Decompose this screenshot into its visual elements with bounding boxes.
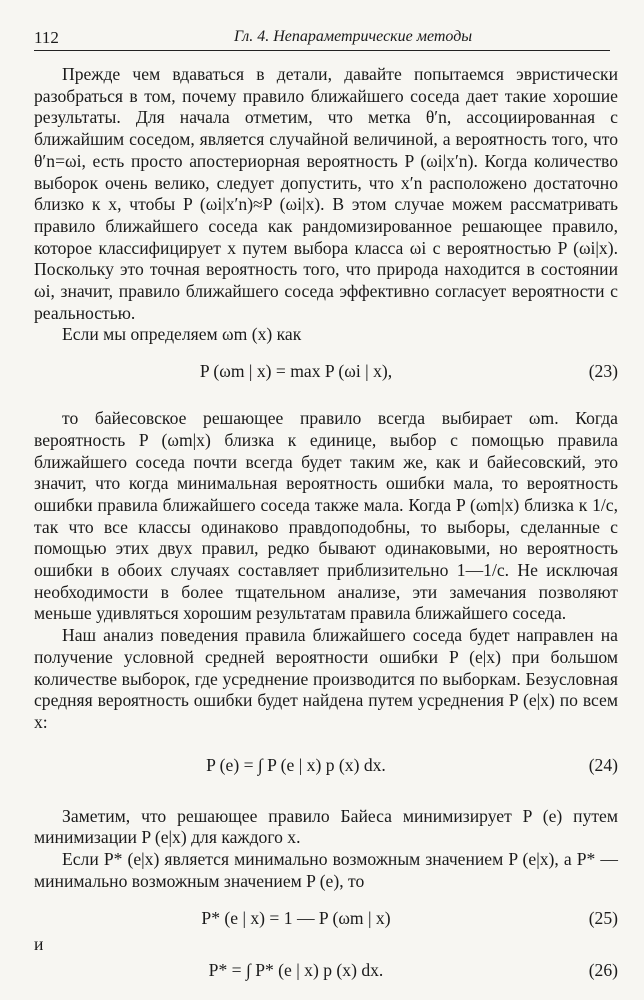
- equation-23-number: (23): [588, 361, 618, 382]
- equation-23: [34, 360, 618, 382]
- paragraph-bayes: то байесовское решающее правило всегда выбирает ωm. Когда вероятность P (ωm|x) близка к единице, выбор с помощью правила ближайшего соседа почти всегда будет таким же, как и байесовский, это значит, что когда минимальная вероятность ошибки мала, то вероятность ошибки правила ближайшего соседа также мала. Когда P (ωm|x) близка к 1/c, так что все классы одинаково правдоподобны, то выборы, сделанные с помощью этих двух правил, редко бывают одинаковыми, но вероятность ошибки в обоих случаях составляет приблизительно 1—1/c. Не исключая необходимости в более тщательном анализе, эти замечания позволяют меньше удивляться хорошим результатам правила ближайшего соседа.: [34, 408, 618, 624]
- equation-26-body: P* = ∫ P* (e | x) p (x) dx.: [208, 959, 384, 980]
- equation-24-body: P (e) = ∫ P (e | x) p (x) dx.: [206, 754, 386, 775]
- equation-23-body: P (ωm | x) = max P (ωi | x),: [199, 361, 393, 382]
- equation-25: [34, 907, 618, 929]
- equation-25-body: P* (e | x) = 1 — P (ωm | x): [201, 907, 391, 928]
- equation-26-number: (26): [588, 959, 618, 980]
- paragraph-define: Если мы определяем ωm (x) как: [62, 324, 302, 345]
- running-title: Гл. 4. Непараметрические методы: [234, 28, 473, 45]
- equation-24: [34, 754, 618, 776]
- page-body: [34, 64, 618, 981]
- paragraph-if: Если P* (e|x) является минимально возможным значением P (e|x), а P* — минимально возможным значением P (e), то: [34, 849, 618, 891]
- page-number: 112: [34, 28, 59, 47]
- conjunction: и: [34, 933, 44, 954]
- paragraph-note: Заметим, что решающее правило Байеса минимизирует P (e) путем минимизации P (e|x) для каждого x.: [34, 805, 618, 848]
- equation-24-number: (24): [588, 754, 618, 775]
- equation-26: [34, 959, 618, 981]
- equation-25-number: (25): [588, 907, 618, 928]
- page-header: [34, 28, 610, 51]
- paragraph-intro: Прежде чем вдаваться в детали, давайте попытаемся эвристически разобраться в том, почему правило ближайшего соседа дает такие хорошие результаты. Для начала отметим, что метка θ′n, ассоциированная с ближайшим соседом, является случайной величиной, а вероятность того, что θ′n=ωi, есть просто апостериорная вероятность P (ωi|x′n). Когда количество выборок очень велико, следует допустить, что x′n расположено достаточно близко к x, чтобы P (ωi|x′n)≈P (ωi|x). В этом случае можем рассматривать правило ближайшего соседа как рандомизированное решающее правило, которое классифицирует x путем выбора класса ωi с вероятностью P (ωi|x). Поскольку это точная вероятность того, что природа находится в состоянии ωi, значит, правило ближайшего соседа эффективно согласует вероятности с реальностью.: [34, 64, 618, 323]
- paragraph-analysis: Наш анализ поведения правила ближайшего соседа будет направлен на получение условной средней вероятности ошибки P (e|x) при большом количестве выборок, где усреднение производится по выборкам. Безусловная средняя вероятность ошибки будет найдена путем усреднения P (e|x) по всем x:: [34, 625, 618, 732]
